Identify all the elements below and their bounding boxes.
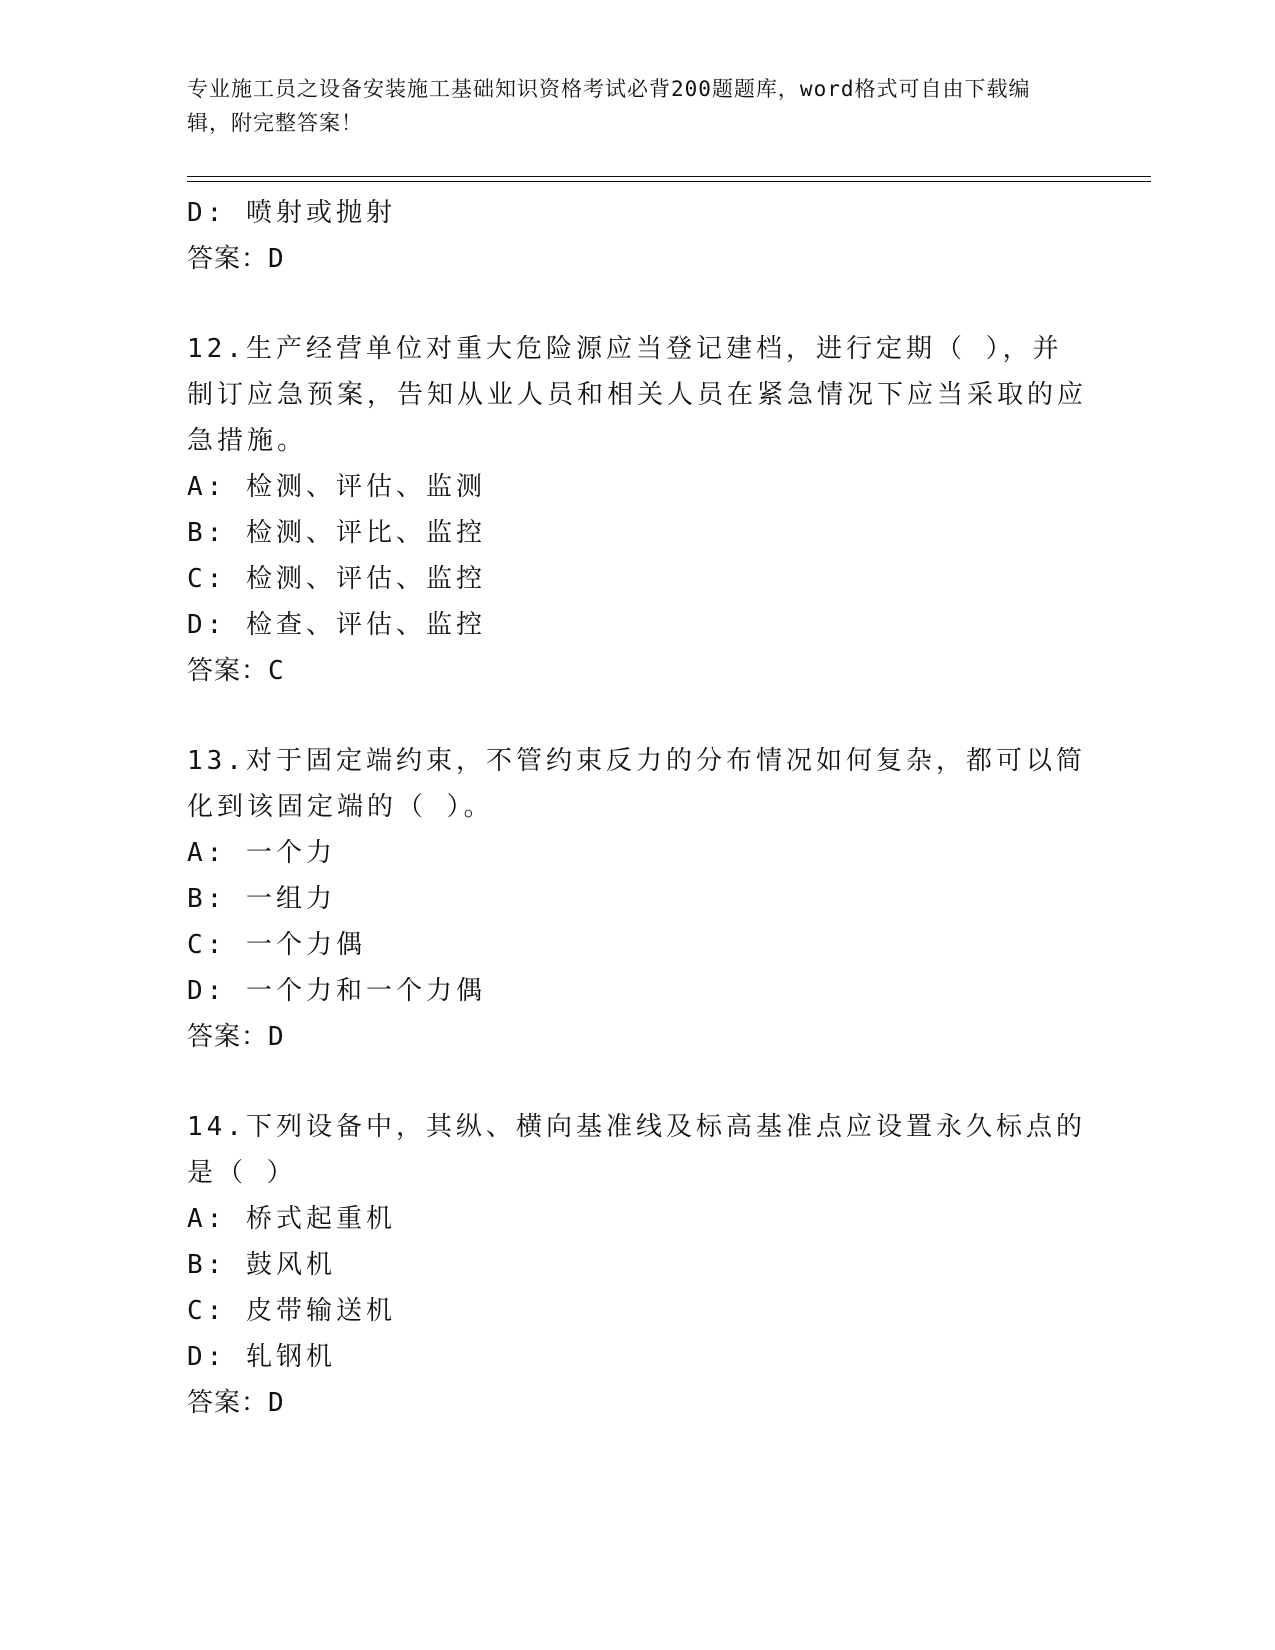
option-c: C: 一个力偶 (187, 930, 366, 960)
answer: 答案：D (187, 1022, 285, 1052)
option-b: B: 检测、评比、监控 (187, 518, 486, 548)
option-b: B: 鼓风机 (187, 1250, 336, 1280)
question-stem: 12.生产经营单位对重大危险源应当登记建档，进行定期（ ），并制订应急预案，告知从业人员和相关人员在紧急情况下应当采取的应急措施。 (187, 334, 1088, 456)
question-13 (187, 738, 1087, 1060)
question-content (187, 190, 1087, 1426)
option-b: B: 一组力 (187, 884, 336, 914)
header-divider-bottom (187, 181, 1151, 182)
document-header: 专业施工员之设备安装施工基础知识资格考试必背200题题库，word格式可自由下载编辑，附完整答案！ (187, 77, 1031, 135)
option-d: D: 一个力和一个力偶 (187, 976, 486, 1006)
question-14 (187, 1104, 1087, 1426)
option-d: D: 检查、评估、监控 (187, 610, 486, 640)
previous-answer: 答案：D (187, 244, 285, 274)
previous-option-d: D: 喷射或抛射 (187, 198, 396, 228)
question-stem: 14.下列设备中，其纵、横向基准线及标高基准点应设置永久标点的是（ ） (187, 1112, 1086, 1188)
question-12 (187, 326, 1087, 694)
option-a: A: 一个力 (187, 838, 336, 868)
option-c: C: 皮带输送机 (187, 1296, 396, 1326)
answer: 答案：C (187, 656, 285, 686)
answer: 答案：D (187, 1388, 285, 1418)
question-stem: 13.对于固定端约束，不管约束反力的分布情况如何复杂，都可以简化到该固定端的（ ）。 (187, 746, 1086, 822)
option-a: A: 桥式起重机 (187, 1204, 396, 1234)
option-c: C: 检测、评估、监控 (187, 564, 486, 594)
option-a: A: 检测、评估、监测 (187, 472, 486, 502)
option-d: D: 轧钢机 (187, 1342, 336, 1372)
header-divider-top (187, 176, 1151, 177)
